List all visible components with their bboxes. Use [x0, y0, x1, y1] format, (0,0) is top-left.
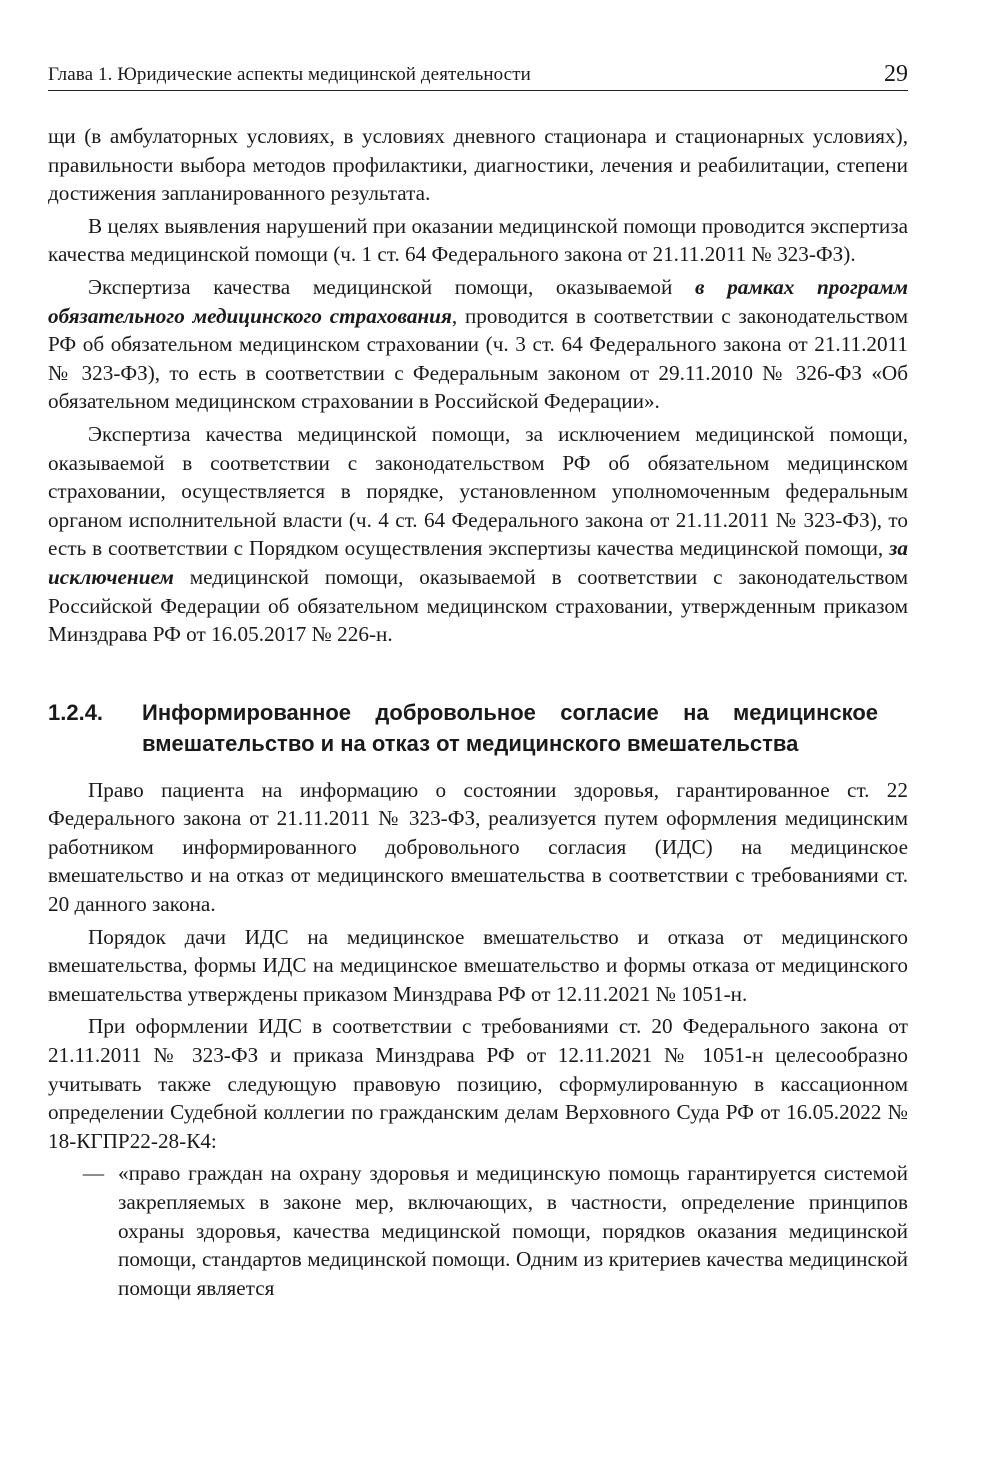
section-title: Информированное добровольное согласие на медицинское вмешательство и на отказ от медицинского вмешательства: [142, 699, 878, 756]
section-number: 1.2.4.: [48, 699, 104, 725]
paragraph-text: Экспертиза качества медицинской помощи, оказываемой: [88, 274, 696, 299]
paragraph-oms-expertise: [48, 273, 908, 416]
paragraph-ids-order: Порядок дачи ИДС на медицинское вмешательство и отказа от медицинского вмешательства, формы ИДС на медицинское вмешательство и формы отказа от медицинского вмешательства утверждены приказом Минздрава РФ от 12.11.2021 № 1051-н.: [48, 924, 908, 1006]
paragraph-patient-right: Право пациента на информацию о состоянии здоровья, гарантированное ст. 22 Федерального закона от 21.11.2011 № 323-ФЗ, реализуется путем оформления медицинским работником информированного добровольного согласия (ИДС) на медицинское вмешательство и на отказ от медицинского вмешательства в соответствии с требованиями ст. 20 данного закона.: [48, 777, 908, 917]
list-item: [48, 1159, 908, 1302]
body-text: [48, 122, 908, 1302]
paragraph-text: Экспертиза качества медицинской помощи, за исключением медицинской помощи, оказываемой в соответствии с законодательством РФ об обязательном медицинском страховании, осуществляется в порядке, установленном уполномоченным федеральным органом исполнительной власти (ч. 4 ст. 64 Федерального закона от 21.11.2011 № 323-ФЗ), то есть в соответствии с Порядком осуществления экспертизы качества медицинской помощи,: [48, 421, 908, 561]
chapter-title: Глава 1. Юридические аспекты медицинской деятельности: [48, 64, 531, 85]
paragraph-non-oms-expertise: [48, 420, 908, 649]
book-page: [48, 52, 908, 1302]
paragraph-legal-position: При оформлении ИДС в соответствии с требованиями ст. 20 Федерального закона от 21.11.2011 № 323-ФЗ и приказа Минздрава РФ от 12.11.2021 № 1051-н целесообразно учитывать также следующую правовую позицию, сформулированную в кассационном определении Судебной коллегии по гражданским делам Верховного Суда РФ от 16.05.2022 № 18-КГПР22-28-К4:: [48, 1014, 908, 1153]
list-item-text: «право граждан на охрану здоровья и медицинскую помощь гарантируется системой закрепляемых в законе мер, включающих, в частности, определение принципов охраны здоровья, качества медицинской помощи, порядков оказания медицинской помощи, стандартов медицинской помощи. Одним из критериев качества медицинской помощи является: [118, 1161, 908, 1300]
page-number: 29: [884, 61, 908, 87]
emphasis-text: за исключением: [48, 536, 908, 589]
paragraph-continuation: щи (в амбулаторных условиях, в условиях дневного стационара и стационарных условиях), правильности выбора методов профилактики, диагностики, лечения и реабилитации, степени достижения запланированного результата.: [48, 124, 908, 206]
paragraph-text: , проводится в соответствии с законодательством РФ об обязательном медицинском страховании (ч. 3 ст. 64 Федерального закона от 21.11.2011 № 323-ФЗ), то есть в соответствии с Федеральным законом от 29.11.2010 № 326-ФЗ «Об обязательном медицинском страховании в Российской Федерации».: [48, 303, 908, 414]
emphasis-text: в рамках программ обязательного медицинского страхования: [48, 274, 908, 328]
paragraph-expertise-purpose: В целях выявления нарушений при оказании медицинской помощи проводится экспертиза качества медицинской помощи (ч. 1 ст. 64 Федерального закона от 21.11.2011 № 323-ФЗ).: [48, 213, 908, 267]
running-header: [48, 52, 908, 91]
list-dash: —: [82, 1161, 104, 1186]
paragraph-text: медицинской помощи, оказываемой в соответствии с законодательством Российской Федерации об обязательном медицинском страховании, утвержденным приказом Минздрава РФ от 16.05.2017 № 226-н.: [48, 564, 908, 647]
section-heading: [48, 697, 908, 759]
